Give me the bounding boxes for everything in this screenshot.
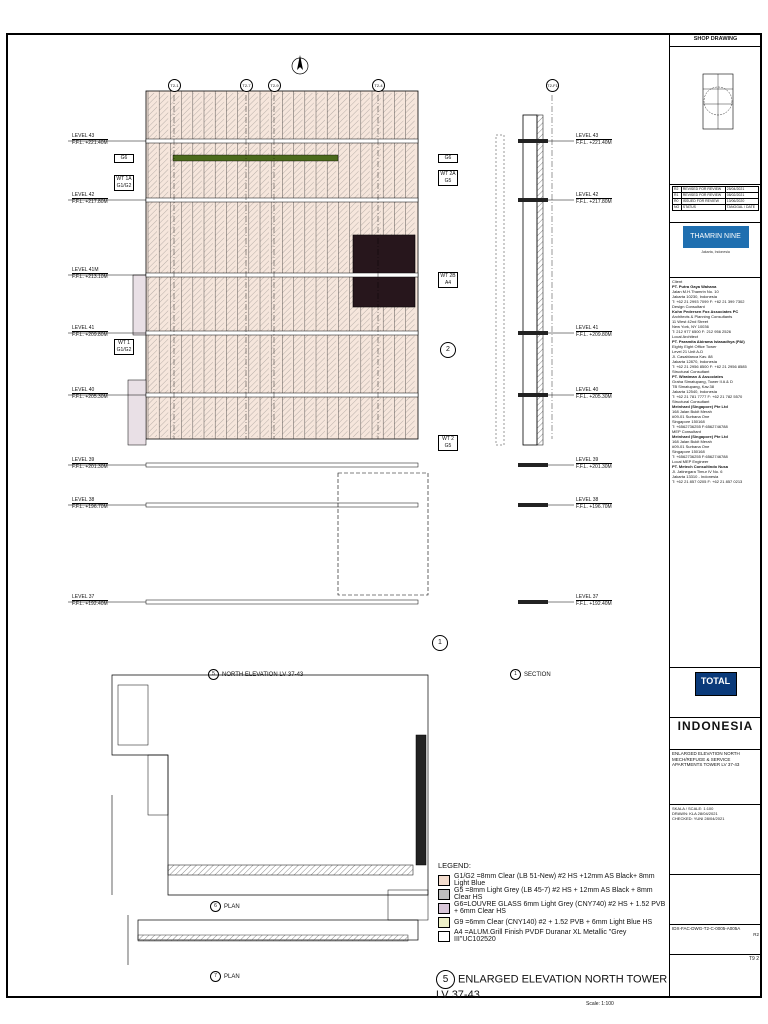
grid-bubble-t2-9: T2-9 (268, 79, 281, 92)
panel-column (282, 93, 291, 437)
revision-row: R1 REVISED FOR REVIEW 08/02/2021 (673, 193, 759, 199)
address-line: T: +62 21 781 7777 F: +62 21 782 5570 (672, 394, 743, 399)
plan-6-caption: 6 PLAN (210, 901, 240, 912)
grid-bubble-t2-4: T2-4 (372, 79, 385, 92)
level-label (72, 457, 108, 470)
level-label (72, 594, 108, 607)
legend-title: LEGEND: (438, 861, 471, 870)
callout-2: 2 (440, 342, 456, 358)
legend-swatch (438, 917, 450, 928)
level-name: LEVEL 40 (72, 387, 108, 394)
address-line: Jakarta 12540, Indonesia (672, 389, 717, 394)
revision-table (670, 185, 761, 223)
legend-text: G9 =6mm Clear (CNY140) #2 + 1.52 PVB + 6mm Light Blue HS (454, 918, 653, 926)
address-line: Jalan M.H.Thamrin No. 10 (672, 289, 719, 294)
legend-item (438, 901, 668, 915)
plan-6-drawing (112, 675, 428, 895)
section-level-label: LEVEL 43 F.F.L. +221.40M (576, 133, 612, 146)
revision-row: R2 REVISED FOR REVIEW 25/04/2021 (673, 187, 759, 193)
address-line: 168 Jalan Bukit Merah (672, 409, 712, 414)
section-level-label: LEVEL 40 F.F.L. +205.30M (576, 387, 612, 400)
tag-wt2a: WT 2A G5 (438, 170, 458, 186)
drawing-area (8, 35, 668, 1007)
north-arrow-icon (292, 55, 308, 74)
address-line: Jl. Jatinegara Timur IV No. 6 (672, 469, 723, 474)
title-block (669, 35, 761, 996)
address-line: 168 Jalan Bukit Merah (672, 439, 712, 444)
grid-bubble-t2-f1: T2-F1 (546, 79, 559, 92)
address-line: Jl. Casablanca Kav. 88 (672, 354, 713, 359)
revision-row: R0 ISSUED FOR REVIEW 10/06/2020 (673, 199, 759, 205)
key-plan (670, 47, 761, 185)
approval-block (670, 875, 761, 925)
floor-slab (146, 331, 418, 335)
level-name: LEVEL 43 (72, 133, 108, 140)
level-ffl: F.F.L. +217.80M (72, 199, 108, 205)
address-line: T: 212 977 6500 F: 212 956 2526 (672, 329, 731, 334)
main-title-scale: Scale: 1:100 (586, 1001, 614, 1007)
level-label (72, 133, 108, 146)
address-line: Graha Simatupang, Tower II A & D (672, 379, 733, 384)
floor-slab (146, 600, 418, 604)
section-slab (518, 393, 548, 397)
main-title (436, 970, 668, 1007)
legend-swatch (438, 875, 450, 886)
section-slab (518, 463, 548, 467)
thamrin-nine-logo: THAMRIN NINE (683, 226, 749, 248)
level-ffl: F.F.L. +192.40M (72, 601, 108, 607)
level-ffl: F.F.L. +213.10M (72, 274, 108, 280)
panel-column (238, 93, 247, 437)
level-name: LEVEL 41 (72, 325, 108, 332)
louvre-panel (353, 235, 415, 307)
revision-row: NO STATUS TANGGAL / DATE (673, 205, 759, 211)
floor-slab (146, 139, 418, 143)
north-elevation-drawing (8, 35, 668, 996)
drawing-sheet (6, 33, 762, 1007)
level-ffl: F.F.L. +201.30M (72, 464, 108, 470)
panel-column (170, 93, 179, 437)
panel-column (226, 93, 235, 437)
panel-column (159, 93, 168, 437)
contractor-logo: TOTAL (670, 668, 761, 718)
legend-text: G6=LOUVRE GLASS 6mm Light Grey (CNY740) #2 HS + 1.52 PVB + 6mm Clear HS (454, 901, 666, 915)
address-line: 11 West 42nd Street (672, 319, 709, 324)
address-line: TB Simatupang, Kav.38 (672, 384, 714, 389)
legend-item (438, 873, 668, 887)
grid-bubble-t2-7: T2-7 (240, 79, 253, 92)
address-line: Singapore 150168 (672, 419, 705, 424)
section-caption: 1 SECTION (510, 669, 551, 680)
section-level-label: LEVEL 37 F.F.L. +192.40M (576, 594, 612, 607)
consultants-list: Client PT. Putra Gaya Wahana Jalan M.H.Thamrin No. 10 Jakarta 10230, Indonesia T: +62 21 2993 7099 F: +62 21 399 7302 Design Consultant Kohn Pedersen Fox Associates PC Architects & Planning Consultants 11 West 42nd Street New York, NY 10036 T: 212 977 6500 F: 212 956 2526 Local Architect PT. Paramita Abirama Istasadhya (PAI) Eighty Eight Office Tower Level 21 Unit A-D Jl. Casablanca Kav. 88 Jakarta 12870, Indonesia T: +62 21 2956 8500 F: +62 21 2956 8585 Structural Consultant PT. Wiratman & Associates Graha Simatupang, Tower II A & D TB Simatupang, Kav.38 Jakarta 12540, Indonesia T: +62 21 781 7777 F: +62 21 782 5570 Structural Consultant Meinhard (Singapore) Pte Ltd 168 Jalan Bukit Merah #09-01 Surbana One Singapore 150168 T: +6562736255 F:6562746788 MEP Consultant Meinhard (Singapore) Pte Ltd 168 Jalan Bukit Merah #09-01 Surbana One Singapore 150168 T: +6562736255 F:6562746788 Local MEP Engineer PT. Metech Consultindo Nusa Jl. Jatinegara Timur IV No. 6 Jakarta 13310 - Indonesia T: +62 21 857 0205 F: +62 21 857 0213 (670, 278, 761, 668)
address-line: T: +62 21 857 0205 F: +62 21 857 0213 (672, 479, 743, 484)
callout-1: 1 (432, 635, 448, 651)
address-line: T: +62 21 2956 8500 F: +62 21 2956 8585 (672, 364, 747, 369)
panel-column (260, 93, 269, 437)
level-name: LEVEL 38 (72, 497, 108, 504)
legend-item (438, 887, 668, 901)
tag-wt2b: WT 2B A4 (438, 272, 458, 288)
floor-slab (146, 503, 418, 507)
legend-swatch (438, 931, 450, 942)
legend-item (438, 915, 668, 929)
address-line: New York, NY 10036 (672, 324, 709, 329)
address-line: T: +6562736255 F:6562746788 (672, 424, 728, 429)
panel-column (215, 93, 224, 437)
main-title-text: ENLARGED ELEVATION NORTH TOWER LV 37-43 (436, 973, 668, 1001)
panel-column (316, 93, 325, 437)
main-title-number: 5 (436, 970, 455, 989)
panel-column (204, 93, 213, 437)
panel-column (327, 93, 336, 437)
legend-text: G5 =8mm Light Grey (LB 45-7) #2 HS + 12mm AS Black + 8mm Clear HS (454, 887, 653, 901)
band-strip (173, 155, 338, 161)
section-level-label: LEVEL 42 F.F.L. +217.80M (576, 192, 612, 205)
elevation-caption: 5 NORTH ELEVATION LV 37-43 (208, 669, 303, 680)
subcontractor-logo: INDONESIA (670, 718, 761, 750)
floor-slab (146, 393, 418, 397)
address-line: Jakarta 10230, Indonesia (672, 294, 717, 299)
panel-column (182, 93, 191, 437)
callout-boundary (338, 473, 428, 595)
level-ffl: F.F.L. +205.30M (72, 394, 108, 400)
plan-7-drawing (128, 890, 428, 965)
section-drawing (496, 115, 574, 604)
address-line: Eighty Eight Office Tower (672, 344, 717, 349)
level-label (72, 387, 108, 400)
section-slab (518, 139, 548, 143)
tag-g6-left: G6 (114, 154, 134, 163)
address-line: #09-01 Surbana One (672, 414, 710, 419)
panel-column (294, 93, 303, 437)
legend-text: G1/G2 =8mm Clear (LB 51-New) #2 HS +12mm AS Black+ 8mm Light Blue (454, 873, 655, 887)
section-slab (518, 503, 548, 507)
panel-column (249, 93, 258, 437)
legend-swatch (438, 889, 450, 900)
section-level-label: LEVEL 38 F.F.L. +196.70M (576, 497, 612, 510)
plan-7-caption: 7 PLAN (210, 971, 240, 982)
level-ffl: F.F.L. +196.70M (72, 504, 108, 510)
section-slab (518, 198, 548, 202)
floor-slab (146, 273, 418, 277)
tag-g6-right: G6 (438, 154, 458, 163)
elevation-panels (128, 91, 418, 445)
floor-slab (146, 463, 418, 467)
grid-bubble-t2-1: T2-1 (168, 79, 181, 92)
shop-drawing-heading: SHOP DRAWING (670, 35, 761, 47)
level-label (72, 325, 108, 338)
level-name: LEVEL 39 (72, 457, 108, 464)
legend-swatch (438, 903, 450, 914)
level-label (72, 497, 108, 510)
level-ffl: F.F.L. +209.80M (72, 332, 108, 338)
level-name: LEVEL 41M (72, 267, 108, 274)
project-code-block: T9 2 (748, 956, 759, 962)
address-line: #09-01 Surbana One (672, 444, 710, 449)
tag-wt1: WT 1 G1/G2 (114, 339, 134, 355)
legend-item (438, 929, 668, 943)
project-logo-section: THAMRIN NINE Jakarta, Indonesia (670, 223, 761, 278)
section-slab (518, 600, 548, 604)
panel-column (338, 93, 347, 437)
legend (438, 861, 668, 943)
panel-column (271, 93, 280, 437)
section-level-label: LEVEL 39 F.F.L. +201.30M (576, 457, 612, 470)
floor-slab (146, 198, 418, 202)
address-line: T: +6562736255 F:6562746788 (672, 454, 728, 459)
address-line: Jakarta 13310 - Indonesia (672, 474, 719, 479)
level-label (72, 267, 108, 280)
level-ffl: F.F.L. +221.40M (72, 140, 108, 146)
section-level-label: LEVEL 41 F.F.L. +209.80M (576, 325, 612, 338)
panel-column (305, 93, 314, 437)
drawing-number-block: IDX-FAC-DWG-T2-C-0005-A005A R2 (670, 925, 761, 955)
level-name: LEVEL 37 (72, 594, 108, 601)
drawing-info: SKALA / SCALE: 1:100 DRAWN: KLA 28/04/2021 CHECKED: YUNI 28/04/2021 (670, 805, 761, 875)
section-slab (518, 331, 548, 335)
drawing-title-block: ENLARGED ELEVATION NORTH MECH/REFUGE & SERVICE APARTMENTS TOWER LV 37-43 (670, 750, 761, 805)
address-line: Singapore 150168 (672, 449, 705, 454)
level-label (72, 192, 108, 205)
level-name: LEVEL 42 (72, 192, 108, 199)
legend-text: A4 =ALUM.Grill Finish PVDF Duranar XL Metallic "Grey III"UC102520 (454, 929, 627, 943)
address-line: Level 21 Unit A-D (672, 349, 704, 354)
panel-column (148, 93, 157, 437)
tag-wt2: WT 2 G5 (438, 435, 458, 451)
tag-wt1a: WT 1A G1/G2 (114, 175, 134, 191)
address-line: Jakarta 12870, Indonesia (672, 359, 717, 364)
panel-column (193, 93, 202, 437)
address-line: T: +62 21 2993 7099 F: +62 21 399 7302 (672, 299, 745, 304)
